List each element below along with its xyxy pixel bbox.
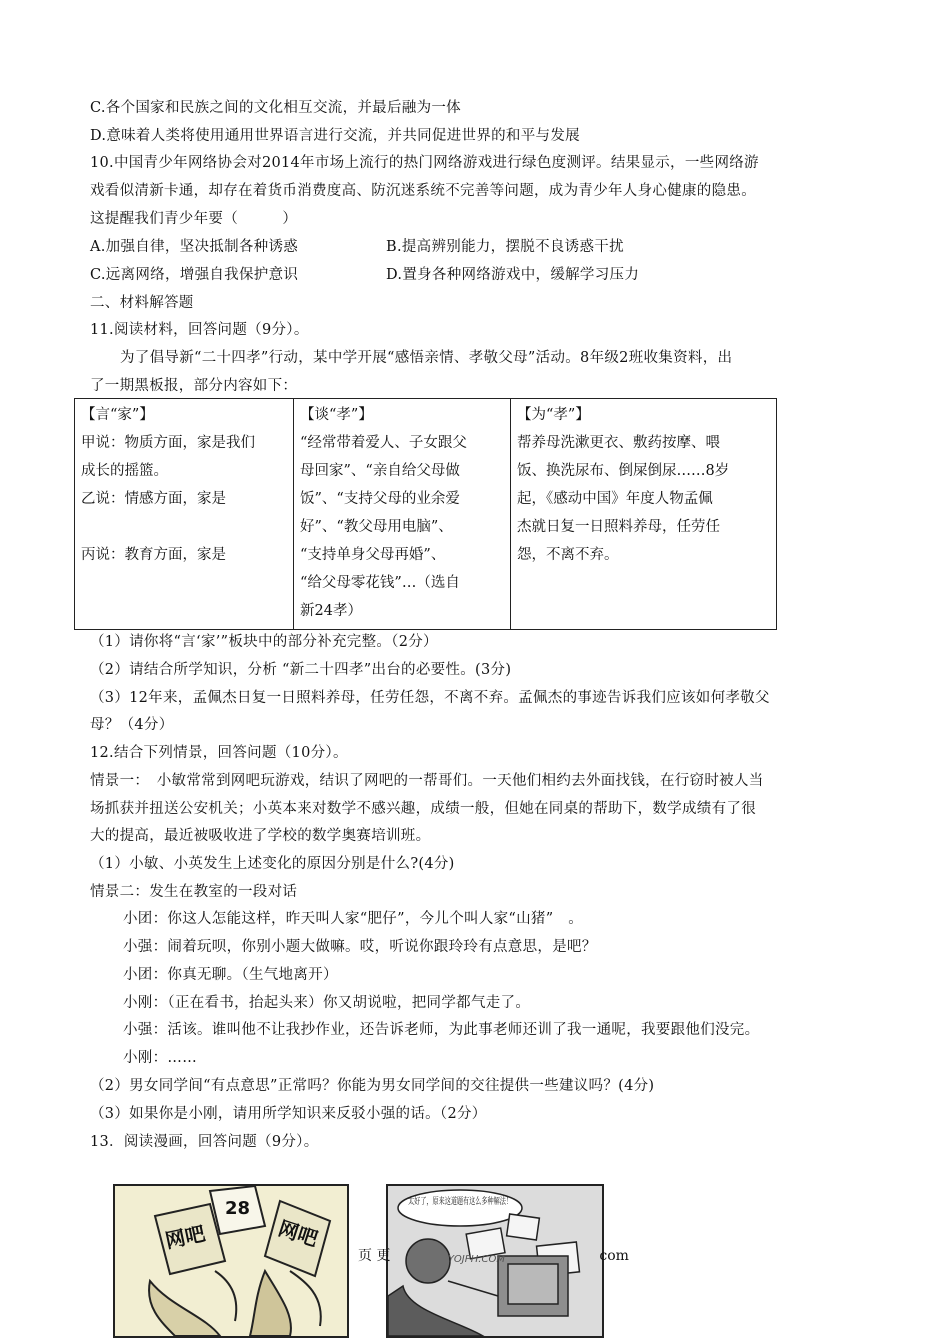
comic-internet-cafe [113,1184,349,1338]
board-col-talk-line: “给父母零花钱”…（选自 [300,575,460,591]
comic-tag-number: 28 [225,1198,251,1219]
comic-speech-bubble: 太好了，原来这道题有这么多种解法！ [408,1197,562,1207]
blackboard-table [74,398,777,630]
board-col-talk-line: “经常带着爱人、子女跟父 [300,435,467,451]
q11-subquestion-3-line1: （3）12年来，孟佩杰日复一日照料养母，任劳任怨，不离不弃。孟佩杰的事迹告诉我们应该如何孝敬父 [90,690,770,706]
board-col-home [75,399,294,630]
q11-subquestion-3-line2: 母？（4分） [90,717,174,733]
board-col-act-line: 饭、换洗尿布、倒屎倒尿……8岁 [517,463,730,479]
q10-option-c: C.远离网络，增强自我保护意识 [90,267,299,283]
dialogue-line: 小团：你真无聊。（生气地离开） [123,967,338,983]
board-col-act-line: 起，《感动中国》年度人物孟佩 [517,491,713,507]
comic-internet-cafe-illustration [115,1186,347,1336]
q12-scene1-line2: 场抓获并扭送公安机关；小英本来对数学不感兴趣，成绩一般，但她在同桌的帮助下，数学成绩有了很 [90,801,756,817]
board-col-home-line: 丙说：教育方面，家是 [81,547,226,563]
footer-text-right: com [599,1248,629,1264]
board-col-home-blank [81,513,287,541]
q10-option-a: A.加强自律，坚决抵制各种诱惑 [90,239,299,255]
q10-text-line2: 戏看似清新卡通，却存在着货币消费度高、防沉迷系统不完善等问题，成为青少年人身心健康的隐患。 [90,183,756,199]
option-c-q9: C.各个国家和民族之间的文化相互交流，并最后融为一体 [90,100,461,116]
board-col-home-line: 乙说：情感方面，家是 [81,491,226,507]
section-heading: 二、材料解答题 [90,295,194,311]
board-col-act-line: 杰就日复一日照料养母，任劳任 [517,519,720,535]
board-col-home-head: 【言“家”】 [81,407,154,423]
q11-subquestion-2: （2）请结合所学知识，分析 “新二十四孝”出台的必要性。(3分) [90,662,512,678]
q10-option-b: B.提高辨别能力，摆脱不良诱惑干扰 [386,239,624,255]
dialogue-line: 小刚：…… [123,1050,197,1066]
board-col-talk-line: “支持单身父母再婚”、 [300,547,446,563]
comic-sign-left: 网吧 [163,1221,208,1253]
board-col-act-head: 【为“孝”】 [517,407,590,423]
board-col-talk [294,399,511,630]
dialogue-line: 小强：活该。谁叫他不让我抄作业，还告诉老师，为此事老师还训了我一通呢，我要跟他们没完。 [123,1022,760,1038]
board-col-act-line: 帮养母洗漱更衣、敷药按摩、喂 [517,435,720,451]
q11-heading: 11.阅读材料，回答问题（9分）。 [90,322,309,338]
q10-text-line1: 10.中国青少年网络协会对2014年市场上流行的热门网络游戏进行绿色度测评。结果显示，一些网络游 [90,155,759,171]
option-d-q9: D.意味着人类将使用通用世界语言进行交流，并共同促进世界的和平与发展 [90,128,580,144]
q12-scene2-heading: 情景二：发生在教室的一段对话 [90,884,298,900]
q11-paragraph-line1: 为了倡导新“二十四孝”行动，某中学开展“感悟亲情、孝敬父母”活动。8年级2班收集资料，出 [120,350,733,366]
q12-subquestion-3: （3）如果你是小刚，请用所学知识来反驳小强的话。（2分） [90,1106,487,1122]
comic-watermark: YOJPH.COM [448,1254,505,1265]
dialogue-line: 小强：闹着玩呗，你别小题大做嘛。哎，听说你跟玲玲有点意思，是吧？ [123,939,597,955]
q11-subquestion-1: （1）请你将“言‘家’”板块中的部分补充完整。（2分） [90,634,438,650]
q12-heading: 12.结合下列情景，回答问题（10分）。 [90,745,348,761]
q12-scene1-line1: 情景一： 小敏常常到网吧玩游戏，结识了网吧的一帮哥们。一天他们相约去外面找钱，在行窃时被人当 [90,773,764,789]
board-col-talk-line: 好”、“教父母用电脑”、 [300,519,453,535]
board-col-talk-line: 母回家”、“亲自给父母做 [300,463,460,479]
page-footer [358,1245,629,1265]
board-col-talk-head: 【谈“孝”】 [300,407,373,423]
q12-subquestion-1: （1）小敏、小英发生上述变化的原因分别是什么?(4分) [90,856,455,872]
q10-option-d: D.置身各种网络游戏中，缓解学习压力 [386,267,640,283]
dialogue-line: 小团：你这人怎能这样，昨天叫人家“肥仔”，今儿个叫人家“山猪” 。 [123,911,584,927]
board-col-act-line: 怨，不离不弃。 [517,547,619,563]
comic-sign-right: 网吧 [275,1215,321,1252]
footer-text-left: 页 更 [358,1248,391,1264]
q10-text-line3: 这提醒我们青少年要（ ） [90,211,298,227]
q11-paragraph-line2: 了一期黑板报，部分内容如下： [90,378,298,394]
board-col-talk-line: 新24孝） [300,603,362,619]
q12-subquestion-2: （2）男女同学间“有点意思”正常吗？你能为男女同学间的交往提供一些建议吗？(4分) [90,1078,655,1094]
q13-heading: 13．阅读漫画，回答问题（9分）。 [90,1134,319,1150]
board-col-talk-line: 饭”、“支持父母的业余爱 [300,491,460,507]
dialogue-line: 小刚：（正在看书，抬起头来）你又胡说啦，把同学都气走了。 [123,995,531,1011]
board-col-home-line: 甲说：物质方面，家是我们 [81,435,255,451]
q12-scene1-line3: 大的提高，最近被吸收进了学校的数学奥赛培训班。 [90,828,431,844]
board-col-act [511,399,777,630]
board-col-home-line: 成长的摇篮。 [81,463,168,479]
